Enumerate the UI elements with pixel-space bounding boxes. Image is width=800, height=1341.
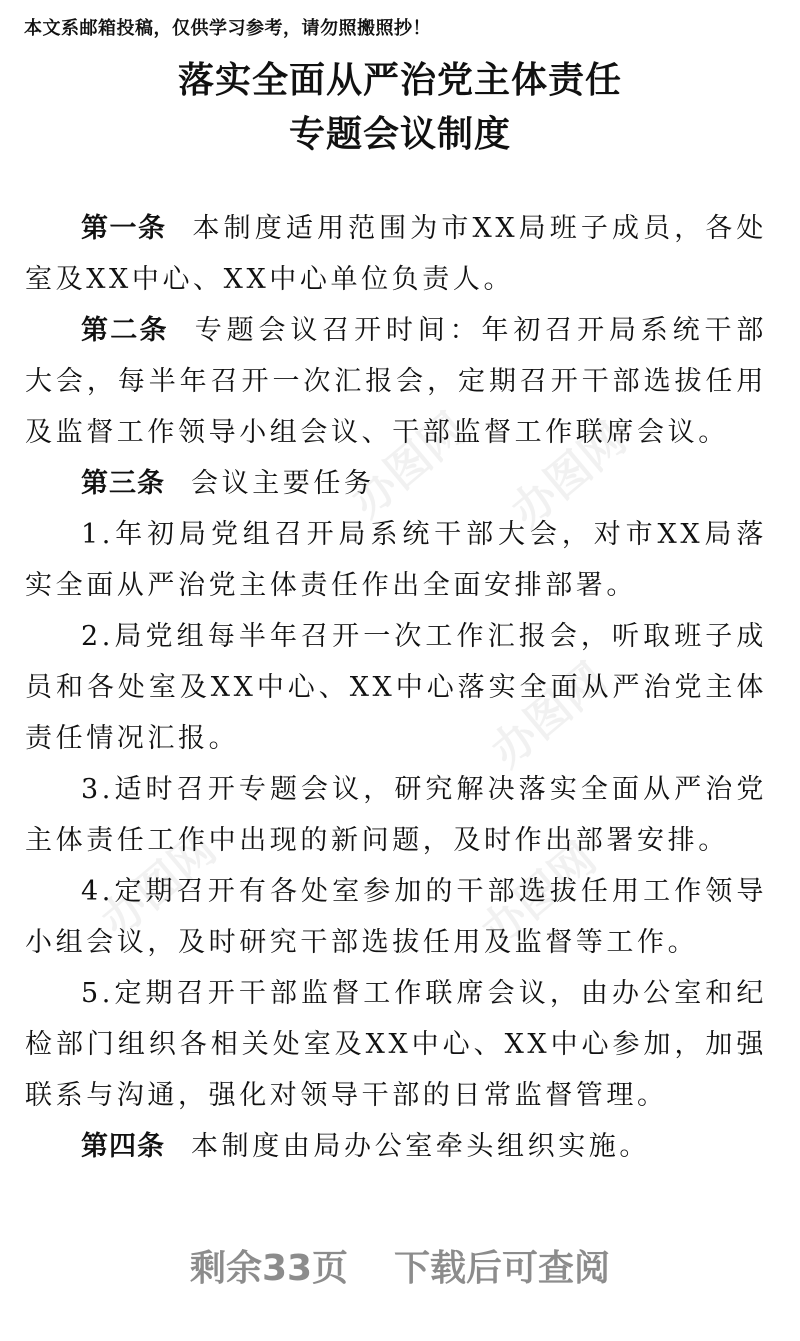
task-5: 5.定期召开干部监督工作联席会议，由办公室和纪检部门组织各相关处室及XX中心、XX中心参加，加强联系与沟通，强化对领导干部的日常监督管理。 [25,978,767,1111]
article-4-text: 本制度由局办公室牵头组织实施。 [191,1131,650,1162]
watermark: 办图网 [471,833,606,958]
article-3 [25,458,767,509]
watermark: 办图网 [91,823,226,948]
article-3-text: 会议主要任务 [191,468,375,499]
document-title-line-2: 专题会议制度 [288,113,511,155]
watermark: 办图网 [481,653,616,778]
task-1: 1.年初局党组召开局系统干部大会，对市XX局落实全面从严治党主体责任作出全面安排部署。 [25,519,767,601]
article-3-lead: 第三条 [81,468,165,499]
task-3: 3.适时召开专题会议，研究解决落实全面从严治党主体责任工作中出现的新问题，及时作出部署安排。 [25,774,767,856]
article-2-text: 专题会议召开时间：年初召开局系统干部大会，每半年召开一次汇报会，定期召开干部选拔任用及监督工作领导小组会议、干部监督工作联席会议。 [25,315,767,448]
article-4 [25,1121,767,1172]
watermark: 办图网 [341,403,476,528]
task-2: 2.局党组每半年召开一次工作汇报会，听取班子成员和各处室及XX中心、XX中心落实全面从严治党主体责任情况汇报。 [25,621,767,754]
article-2-lead: 第二条 [81,315,169,346]
article-1-lead: 第一条 [81,213,167,244]
article-4-lead: 第四条 [81,1131,165,1162]
remaining-pages-label: 剩余33页 [189,1248,349,1289]
download-to-view-label: 下载后可查阅 [394,1248,611,1289]
article-2 [25,305,767,458]
task-4: 4.定期召开有各处室参加的干部选拔任用工作领导小组会议，及时研究干部选拔任用及监督等工作。 [25,876,767,958]
watermark: 办图网 [501,413,636,538]
document-body [25,203,767,1172]
document-title-line-1: 落实全面从严治党主体责任 [177,59,622,101]
article-1-text: 本制度适用范围为市XX局班子成员，各处室及XX中心、XX中心单位负责人。 [25,213,768,295]
article-1 [25,203,767,305]
copyright-notice: 本文系邮箱投稿，仅供学习参考，请勿照搬照抄！ [24,18,431,39]
download-prompt[interactable] [0,1240,800,1291]
